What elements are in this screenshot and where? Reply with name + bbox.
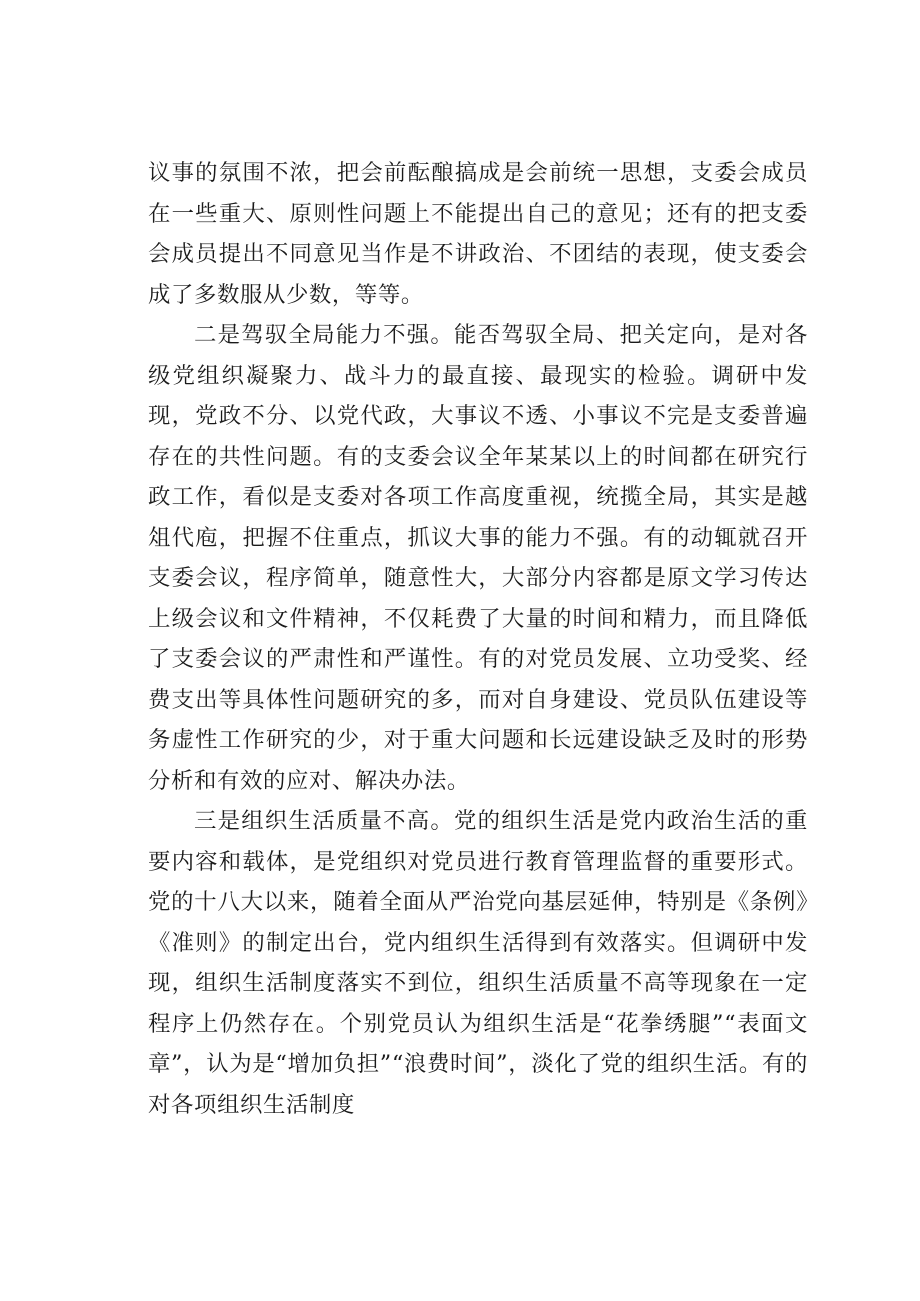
paragraph-3: 三是组织生活质量不高。党的组织生活是党内政治生活的重要内容和载体，是党组织对党员进行教育管理监督的重要形式。党的十八大以来，随着全面从严治党向基层延伸，特别是《条例》《准则》的制定出台，党内组织生活得到有效落实。但调研中发现，组织生活制度落实不到位，组织生活质量不高等现象在一定程序上仍然存在。个别党员认为组织生活是“花拳绣腿”“表面文章”，认为是“增加负担”“浪费时间”，淡化了党的组织生活。有的对各项组织生活制度 <box>148 808 808 1118</box>
paragraph-2: 二是驾驭全局能力不强。能否驾驭全局、把关定向，是对各级党组织凝聚力、战斗力的最直接、最现实的检验。调研中发现，党政不分、以党代政，大事议不透、小事议不完是支委普遍存在的共性问题。有的支委会议全年某某以上的时间都在研究行政工作，看似是支委对各项工作高度重视，统揽全局，其实是越俎代庖，把握不住重点，抓议大事的能力不强。有的动辄就召开支委会议，程序简单，随意性大，大部分内容都是原文学习传达上级会议和文件精神，不仅耗费了大量的时间和精力，而且降低了支委会议的严肃性和严谨性。有的对党员发展、立功受奖、经费支出等具体性问题研究的多，而对自身建设、党员队伍建设等务虚性工作研究的少，对于重大问题和长远建设缺乏及时的形势分析和有效的应对、解决办法。 <box>148 322 808 794</box>
document-body <box>148 153 808 1125</box>
paragraph-1: 议事的氛围不浓，把会前酝酿搞成是会前统一思想，支委会成员在一些重大、原则性问题上不能提出自己的意见；还有的把支委会成员提出不同意见当作是不讲政治、不团结的表现，使支委会成了多数服从少数，等等。 <box>148 160 808 308</box>
